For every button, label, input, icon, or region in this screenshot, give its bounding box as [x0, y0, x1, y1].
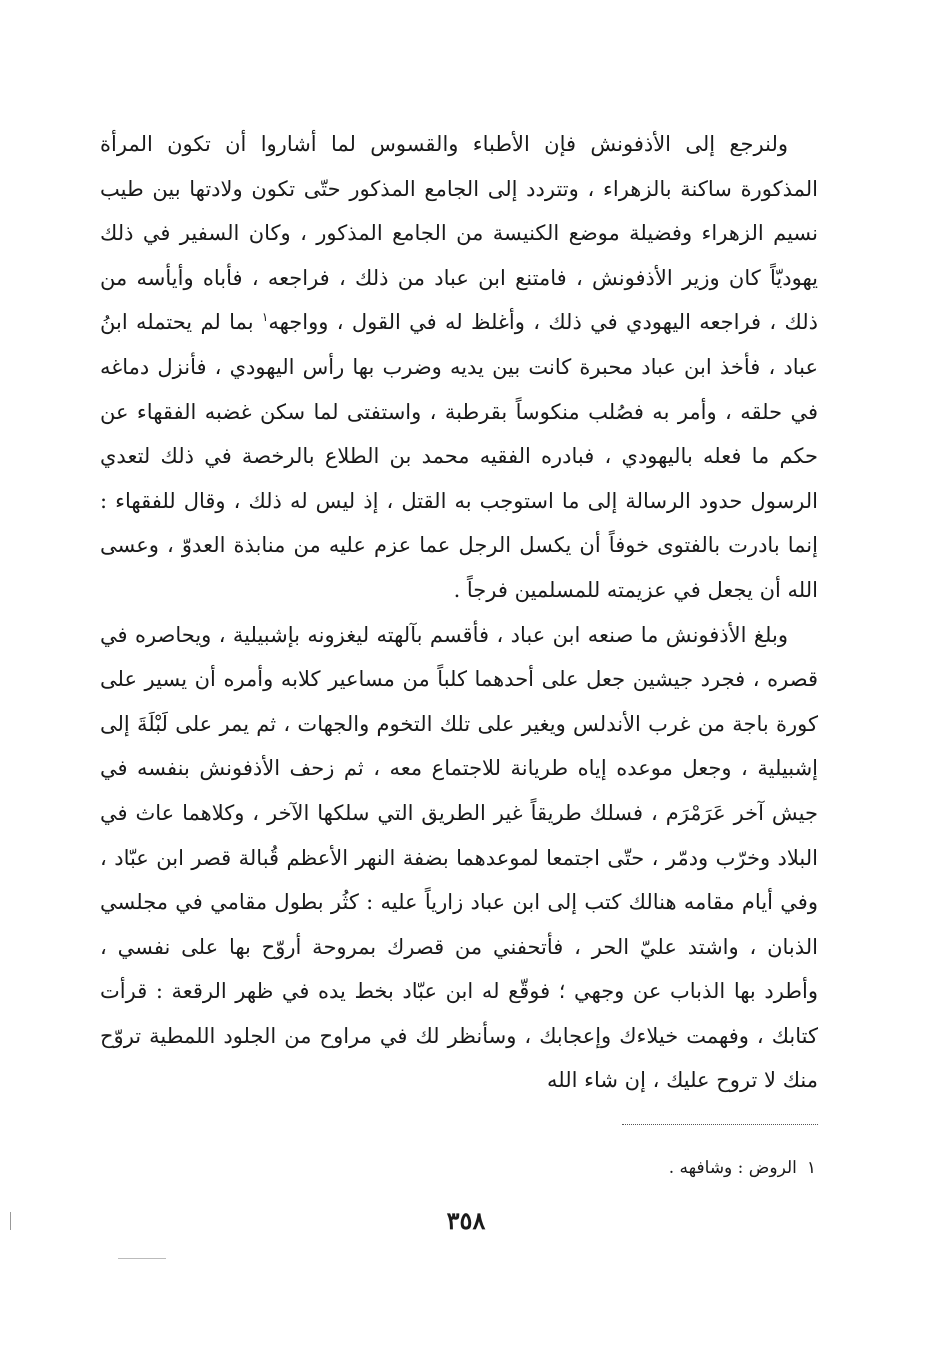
main-text: [100, 122, 818, 1103]
footnote-marker: ١: [261, 310, 269, 325]
footnote-divider: [622, 1124, 818, 1125]
footnote-text: الروض : وشافهه .: [668, 1158, 797, 1178]
footnote: [669, 1154, 816, 1182]
paragraph-2-text: وبلغ الأذفونش ما صنعه ابن عباد ، فأقسم بآلهته ليغزونه بإشبيلية ، ويحاصره في قصره ، فجرد جيشين جعل على أحدهما كلباً من مساعير كلابه وأمره أن يسير على كورة باجة من غرب الأندلس ويغير على تلك التخوم والجهات ، ثم يمر على لَبْلَةَ إلى إشبيلية ، وجعل موعده إياه طريانة للاجتماع معه ، ثم زحف الأذفونش بنفسه في جيش آخر عَرَمْرَم ، فسلك طريقاً غير الطريق التي سلكها الآخر ، وكلاهما عاث في البلاد وخرّب ودمّر ، حتّى اجتمعا لموعدهما بضفة النهر الأعظم قُبالة قصر ابن عبّاد ، وفي أيام مقامه هنالك كتب إلى ابن عباد زارياً عليه : كثُر بطول مقامي في مجلسي الذبان ، واشتد عليّ الحر ، فأتحفني من قصرك بمروحة أروّح بها على نفسي ، وأطرد بها الذباب عن وجهي ؛ فوقّع له ابن عبّاد بخط يده في ظهر الرقعة : قرأت كتابك ، وفهمت خيلاءك وإعجابك ، وسأنظر لك في مراوح من الجلود اللمطية تروّح منك لا تروح عليك ، إن شاء الله: [100, 622, 818, 1093]
scan-mark: [118, 1258, 166, 1259]
page-number: ٣٥٨: [446, 1206, 486, 1235]
paragraph-1-text-before: ولنرجع إلى الأذفونش فإن الأطباء والقسوس لما أشاروا أن تكون المرأة المذكورة ساكنة بالزهراء ، وتتردد إلى الجامع المذكور حتّى تكون ولادتها بين طيب نسيم الزهراء وفضيلة موضع الكنيسة من الجامع المذكور ، وكان السفير في ذلك يهوديّاً كان وزير الأذفونش ، فامتنع ابن عباد من ذلك ، فراجعه ، فأباه وأيأسه من ذلك ، فراجعه اليهودي في ذلك ، وأغلظ له في القول ، وواجهه: [100, 132, 818, 335]
paragraph-1: [100, 122, 818, 613]
paragraph-1-text-after: بما لم يحتمله ابنُ عباد ، فأخذ ابن عباد محبرة كانت بين يديه وضرب بها رأس اليهودي ، فأنزل دماغه في حلقه ، وأمر به فصُلب منكوساً بقرطبة ، واستفتى لما سكن غضبه الفقهاء عن حكم ما فعله باليهودي ، فبادره الفقيه محمد بن الطلاع بالرخصة في ذلك لتعدي الرسول حدود الرسالة إلى ما استوجب به القتل ، إذ ليس له ذلك ، وقال للفقهاء : إنما بادرت بالفتوى خوفاً أن يكسل الرجل عما عزم عليه من منابذة العدوّ ، وعسى الله أن يجعل في عزيمته للمسلمين فرجاً .: [100, 310, 818, 602]
paragraph-2: [100, 613, 818, 1104]
scan-mark: [10, 1212, 11, 1230]
footnote-number: ١: [806, 1158, 816, 1178]
